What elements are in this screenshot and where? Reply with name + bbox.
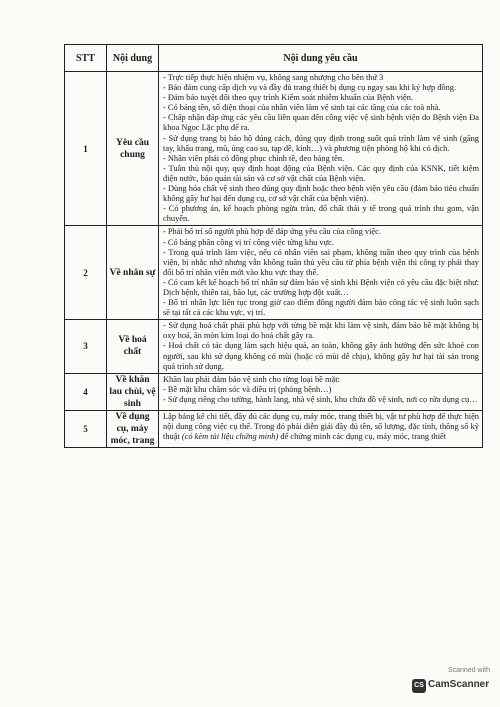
requirement-line: - Chấp nhận đáp ứng các yêu cầu liên quan đến công việc vệ sinh bệnh viện do Bệnh viện Đa khoa Ngọc Lặc phụ để ra.	[163, 113, 479, 133]
row-requirements	[159, 410, 483, 447]
requirement-text: Lập bảng kê chi tiết, đầy đủ các dụng cụ, máy móc, trang thiết bị, vật tư phù hợp để thực hiện nội dung công việc cụ thể. Trong đó phải diễn giải đầy đủ tên, số lượng, đặc tính, thông số kỹ thuật	[163, 411, 479, 441]
camscanner-watermark	[408, 665, 494, 701]
header-noi-dung: Nội dung	[107, 45, 159, 72]
table-row	[65, 226, 483, 320]
requirement-note: (có kèm tài liệu chứng minh)	[181, 431, 279, 441]
header-stt: STT	[65, 45, 107, 72]
row-requirements	[159, 373, 483, 410]
table-header-row	[65, 45, 483, 72]
requirement-line: - Dùng hóa chất vệ sinh theo đúng quy định hoặc theo bệnh viện yêu cầu (đảm bảo tiêu chuẩn không gây hư hại đến dụng cụ, cơ sở vật chất của bệnh viện).	[163, 184, 479, 204]
row-topic: Về khăn lau chùi, vệ sinh	[107, 373, 159, 410]
row-number: 5	[65, 410, 107, 447]
row-topic: Về dụng cụ, máy móc, trang	[107, 410, 159, 447]
row-number: 1	[65, 72, 107, 226]
table-row	[65, 410, 483, 447]
header-yeu-cau: Nội dung yêu cầu	[159, 45, 483, 72]
requirement-line: - Trực tiếp thực hiện nhiệm vụ, không sang nhượng cho bên thứ 3	[163, 73, 384, 82]
row-topic: Về nhân sự	[107, 226, 159, 320]
requirement-line: - Đảm bảo tuyệt đối theo quy trình Kiểm soát nhiễm khuẩn của Bệnh viện.	[163, 93, 414, 103]
camscanner-label: CamScanner	[428, 679, 490, 690]
requirement-line: - Bề mặt khu chăm sóc và điều trị (phòng bệnh…)	[163, 384, 332, 394]
table-row	[65, 320, 483, 373]
requirement-line: Khăn lau phải đảm bảo vệ sinh cho từng loại bề mặt:	[163, 374, 340, 384]
requirement-text-tail: để chứng minh các dụng cụ, máy móc, trang thiết	[280, 431, 447, 441]
camscanner-logo-icon: CS	[412, 679, 426, 693]
requirement-line: - Sử dụng riêng cho tường, hành lang, nhà vệ sinh, khu chứa đồ vệ sinh, nơi cọ rửa dụng cụ…	[163, 394, 478, 404]
requirement-line: - Hoá chất có tác dụng làm sạch hiệu quả, an toàn, không gây ảnh hưởng đến sức khoẻ con người, sau khi sử dụng không có mùi (hoặc có mùi dễ chịu), không gây hư hại tài sản trong quá trình sử dụng.	[163, 341, 479, 371]
table-row	[65, 72, 483, 226]
row-topic: Về hoá chất	[107, 320, 159, 373]
row-requirements	[159, 320, 483, 373]
scan-artifact	[30, 4, 210, 12]
requirement-line: - Có phương án, kế hoạch phòng ngừa tràn, đổ chất thải y tế trong quá trình thu gom, vận chuyển.	[163, 204, 479, 224]
row-requirements	[159, 72, 483, 226]
table-row	[65, 373, 483, 410]
requirement-line: - Phải bố trí số người phù hợp để đáp ứng yêu cầu của công việc.	[163, 227, 381, 237]
scanned-with-label: Scanned with	[447, 667, 490, 674]
requirement-line: - Sử dụng hoá chất phải phù hợp với từng bề mặt khi làm vệ sinh, đảm bảo bề mặt không bị oxy hoá, ăn mòn kim loại do hoá chất gây ra.	[163, 321, 479, 341]
requirement-line: - Bố trí nhân lực liên tục trong giờ cao điểm đông người đảm bảo công tác vệ sinh luôn sạch sẽ tại tất cả các khu vực, vị trí.	[163, 298, 479, 318]
requirements-table	[64, 44, 483, 448]
requirement-line: - Trong quá trình làm việc, nếu có nhân viên sai phạm, không tuân theo quy trình của bệnh viện, bị nhắc nhở nhưng vẫn không tuân thủ yêu cầu từ phía bệnh viện thì công ty phải thay đổi bố trí nhân viên mới vào khu vực thay thế.	[163, 247, 479, 277]
requirement-line: - Có bảng tên, số điện thoại của nhân viên làm vệ sinh tại các tầng của các toà nhà.	[163, 103, 441, 113]
requirement-line: - Có cam kết kế hoạch bố trí nhân sự đảm bảo vệ sinh khi Bệnh viện có yêu cầu đặc biệt như: Dịch bệnh, thiên tai, bão lụt, các trường hợp đột xuất…	[163, 277, 479, 297]
requirement-line: - Có bảng phân công vị trí công việc từng khu vực.	[163, 237, 334, 247]
requirement-line	[163, 412, 479, 442]
row-number: 2	[65, 226, 107, 320]
requirement-line: - Bảo đảm cung cấp dịch vụ và đầy đủ trang thiết bị dụng cụ ngay sau khi ký hợp đồng.	[163, 83, 457, 93]
row-topic: Yêu cầu chung	[107, 72, 159, 226]
row-requirements	[159, 226, 483, 320]
row-number: 3	[65, 320, 107, 373]
requirement-line: - Tuân thủ nội quy, quy định hoạt động của Bệnh viện. Các quy định của KSNK, tiết kiệm điện nước, bảo quản tài sản và cơ sở vật chất của Bệnh viện.	[163, 163, 479, 183]
row-number: 4	[65, 373, 107, 410]
requirement-line: - Sử dụng trang bị bảo hộ đúng cách, đúng quy định trong suốt quá trình làm vệ sinh (găng tay, khẩu trang, mũ, ủng cao su, tạp dề, kính…) và phương tiện phòng hộ khi có dịch.	[163, 133, 479, 153]
requirement-line: - Nhân viên phải có đồng phục chỉnh tề, đeo bảng tên.	[163, 153, 345, 163]
